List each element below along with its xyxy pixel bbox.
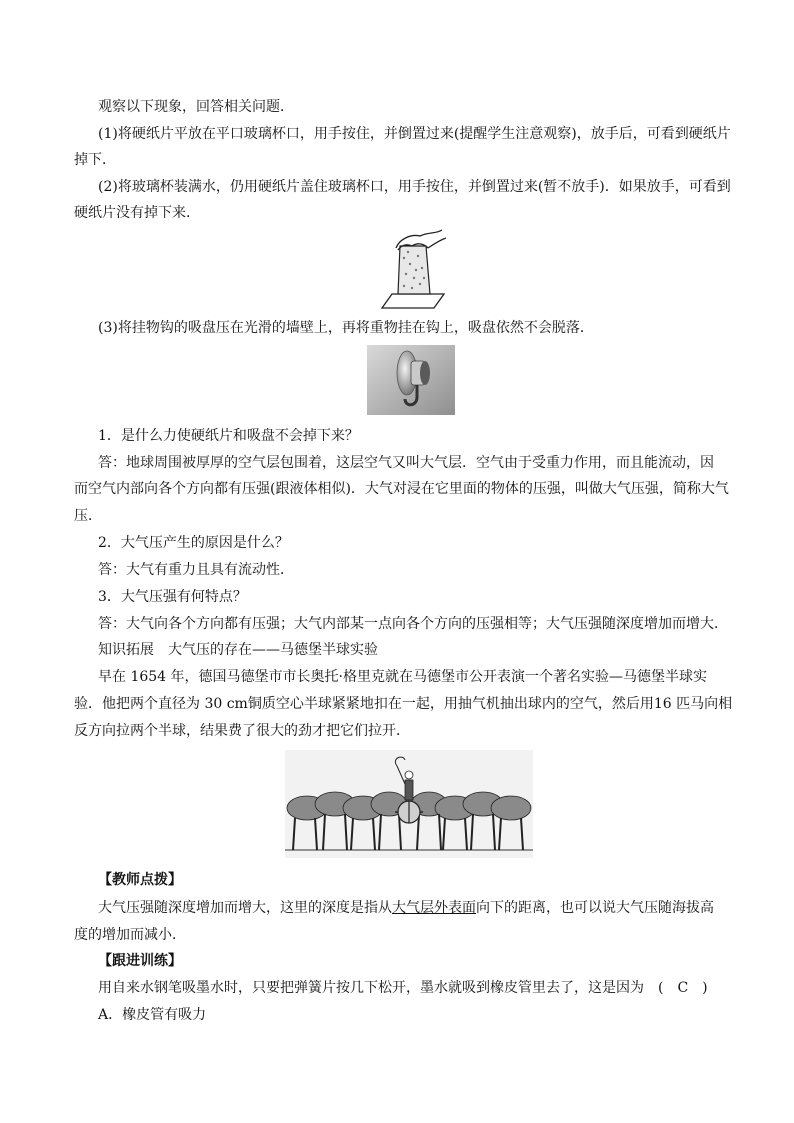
- intro-text: 观察以下现象，回答相关问题．: [98, 99, 294, 115]
- practice-title: 【跟进训练】: [98, 953, 182, 969]
- extension-title: 知识拓展 大气压的存在——马德堡半球实验: [98, 642, 378, 658]
- suction-hook-photo: [367, 345, 455, 415]
- teacher-tip-title: 【教师点拨】: [98, 872, 182, 888]
- practice-question: 用自来水钢笔吸墨水时，只要把弹簧片按几下松开，墨水就吸到橡皮管里去了，这是因为 ( C ): [98, 980, 708, 996]
- answer-2: 答：大气有重力且具有流动性．: [98, 562, 294, 578]
- question-3: 3．大气压强有何特点？: [98, 589, 247, 605]
- step2-line1: (2)将玻璃杯装满水，仍用硬纸片盖住玻璃杯口，用手按住，并倒置过来(暂不放手)．如果放手，可看到: [98, 179, 731, 195]
- answer-1-line2: 而空气内部向各个方向都有压强(跟液体相似)．大气对浸在它里面的物体的压强，叫做大气压强，简称大气: [74, 481, 729, 497]
- extension-line3: 反方向拉两个半球，结果费了很大的劲才把它们拉开．: [74, 723, 410, 739]
- extension-line2: 验．他把两个直径为 30 cm铜质空心半球紧紧地扣在一起，用抽气机抽出球内的空气，然后用16 匹马向相: [74, 696, 733, 712]
- answer-1-line3: 压．: [74, 508, 102, 524]
- step3-text: (3)将挂物钩的吸盘压在光滑的墙壁上，再将重物挂在钩上，吸盘依然不会脱落．: [98, 320, 594, 336]
- answer-1-line1: 答：地球周围被厚厚的空气层包围着，这层空气又叫大气层．空气由于受重力作用，而且能流动，因: [98, 455, 714, 471]
- answer-3: 答：大气向各个方向都有压强；大气内部某一点向各个方向的压强相等；大气压强随深度增加而增大．: [98, 616, 728, 632]
- inverted-glass-illustration: [378, 228, 448, 310]
- teacher-tip-pre: 大气压强随深度增加而增大，这里的深度是指从: [98, 900, 392, 916]
- question-1: 1．是什么力使硬纸片和吸盘不会掉下来？: [98, 428, 359, 444]
- teacher-tip-line2: 度的增加而减小．: [74, 927, 186, 943]
- teacher-tip-line1: [98, 898, 724, 918]
- step2-line2: 硬纸片没有掉下来．: [74, 205, 200, 221]
- magdeburg-hemispheres-illustration: [285, 750, 533, 858]
- option-a: A．橡皮管有吸力: [98, 1007, 207, 1023]
- step1-line1: (1)将硬纸片平放在平口玻璃杯口，用手按住，并倒置过来(提醒学生注意观察)，放手后，可看到硬纸片: [98, 126, 731, 142]
- teacher-tip-post: 向下的距离，也可以说大气压随海拔高: [476, 900, 714, 916]
- question-2: 2．大气压产生的原因是什么？: [98, 535, 289, 551]
- step1-line2: 掉下．: [74, 152, 116, 168]
- teacher-tip-underlined: 大气层外表面: [392, 900, 476, 916]
- extension-line1: 早在 1654 年，德国马德堡市市长奥托·格里克就在马德堡市公开表演一个著名实验—马德堡半球实: [98, 669, 707, 685]
